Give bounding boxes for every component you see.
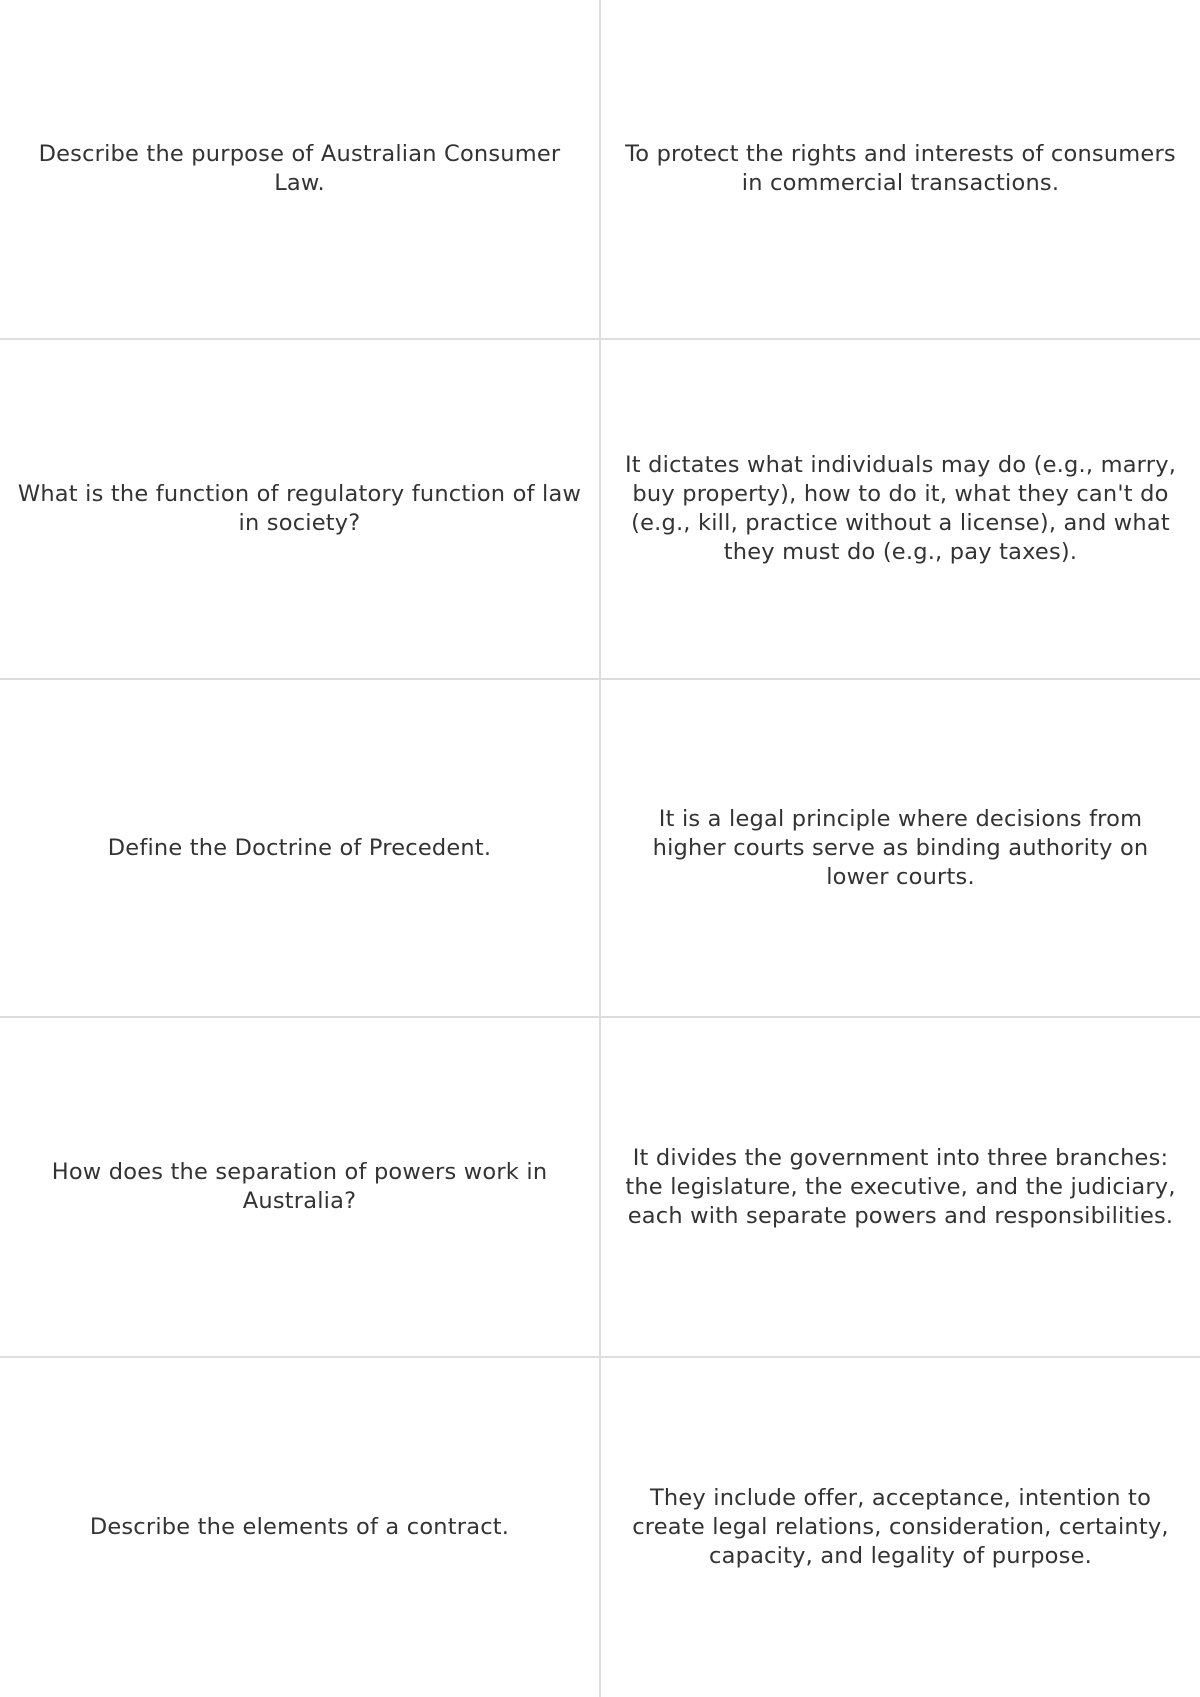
answer-text: It is a legal principle where decisions from higher courts serve as binding authority on lower courts. (652, 805, 1149, 890)
card-answer-1 (601, 0, 1200, 338)
card-answer-3 (601, 680, 1200, 1016)
question-text: What is the function of regulatory function of law in society? (17, 481, 582, 536)
answer-text: To protect the rights and interests of consumers in commercial transactions. (625, 141, 1176, 196)
answer-text: It divides the government into three branches: the legislature, the executive, and the judiciary, each with separate powers and responsibilities. (625, 1144, 1176, 1229)
question-text: Describe the purpose of Australian Consumer Law. (38, 141, 561, 196)
card-question-2 (0, 340, 599, 678)
card-question-3 (0, 680, 599, 1016)
question-text: Define the Doctrine of Precedent. (107, 834, 492, 861)
card-answer-4 (601, 1018, 1200, 1356)
card-question-1 (0, 0, 599, 338)
question-text: Describe the elements of a contract. (89, 1514, 510, 1540)
answer-text: They include offer, acceptance, intention to create legal relations, consideration, certainty, capacity, and legality of purpose. (632, 1485, 1169, 1569)
answer-text: It dictates what individuals may do (e.g., marry, buy property), how to do it, what they can't do (e.g., kill, practice without a license), and what they must do (e.g., pay taxes). (624, 452, 1177, 565)
card-question-4 (0, 1018, 599, 1356)
card-question-5 (0, 1358, 599, 1697)
card-answer-2 (601, 340, 1200, 678)
card-answer-5 (601, 1358, 1200, 1697)
question-text: How does the separation of powers work in Australia? (51, 1159, 548, 1214)
